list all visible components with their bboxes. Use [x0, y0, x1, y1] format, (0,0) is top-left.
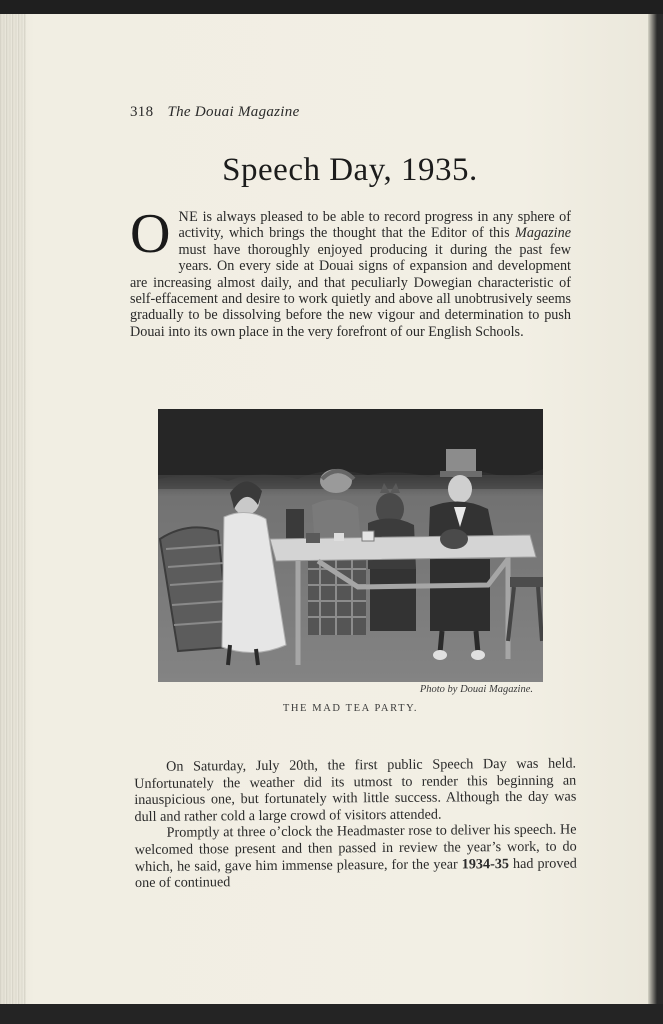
- photo-credit: Photo by Douai Magazine.: [419, 684, 533, 695]
- page-right-edge: [648, 14, 663, 1006]
- intro-first-word: NE: [178, 209, 199, 225]
- article-title: Speech Day, 1935.: [222, 152, 478, 188]
- intro-paragraph: [130, 203, 571, 340]
- mad-tea-party-photo: [158, 409, 543, 682]
- page-number: 318: [130, 104, 154, 120]
- paragraph-headmaster: [135, 822, 578, 892]
- paragraph-headmaster-text-2: had proved one of continued: [134, 855, 577, 892]
- running-head: [130, 104, 570, 121]
- scan-bottom-border: [0, 1004, 663, 1024]
- paragraph-headmaster-text-1: Promptly at three o’clock the Headmaster rose to deliver his speech. He welcomed those present and then passed in review the year’s work, to do which, he said, gave him immense pleasure, for the year: [134, 821, 577, 875]
- article-body: [134, 756, 577, 892]
- magazine-title: The Douai Magazine: [167, 104, 300, 120]
- intro-text-part-2: must have thoroughly enjoyed producing it during the past few years. On every side at Douai signs of expansion and development are increasing almost daily, and that peculiarly Dowegian characteristic of self-effacement and desire to work quietly and above all unobtrusively seems gradually to be dissolving before the new vigour and determination to push Douai into its own place in the very forefront of our English Schools.: [130, 241, 571, 340]
- paragraph-speech-day: On Saturday, July 20th, the first public Speech Day was held. Unfortunately the weather did its utmost to render this beginning an inauspicious one, but fortunately with little success. Although the day was dull and rather cold a large crowd of visitors attended.: [134, 755, 577, 825]
- photo-caption: THE MAD TEA PARTY.: [282, 703, 419, 714]
- page-gutter-edges: [0, 14, 26, 1006]
- drop-cap: O: [130, 203, 171, 265]
- year-range: 1934-35: [461, 855, 510, 872]
- intro-italic-magazine: Magazine: [515, 225, 571, 242]
- intro-text-part-1: is always pleased to be able to record progress in any sphere of activity, which brings the thought that the Editor of this: [178, 209, 571, 242]
